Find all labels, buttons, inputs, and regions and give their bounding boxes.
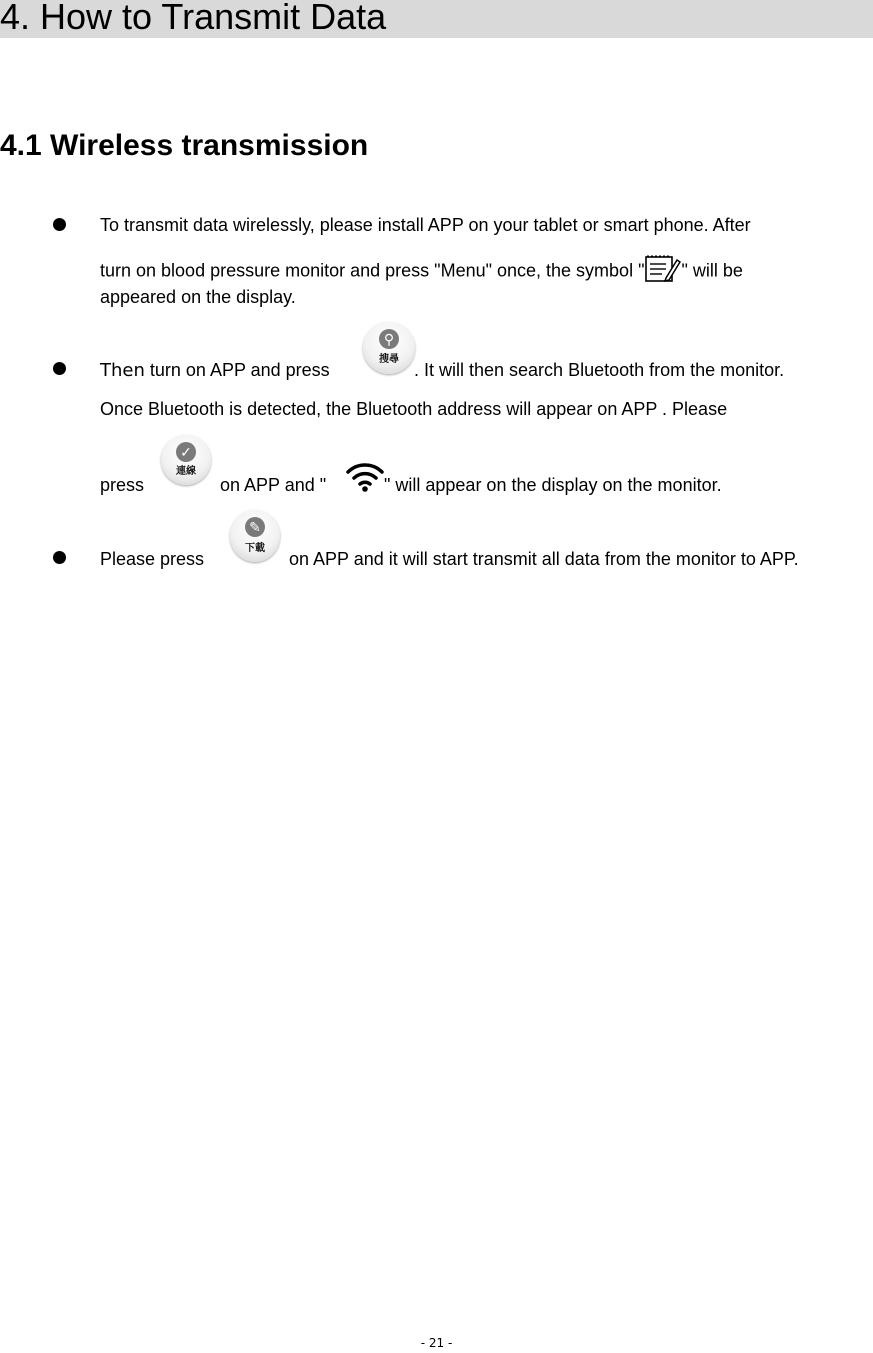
page-number: - 21 - — [420, 1336, 453, 1350]
bullet-2-line-1-end: . It will then search Bluetooth from the monitor. — [414, 360, 785, 380]
bullet-3-line-end: on APP and it will start transmit all data from the monitor to APP. — [289, 549, 799, 569]
bullet-2-line-3-middle: on APP and " — [220, 475, 327, 495]
search-button-caption: 搜尋 — [379, 354, 399, 365]
search-app-button — [363, 322, 415, 374]
bullet-dot — [53, 218, 66, 231]
bullet-2-line-3-start: press — [100, 475, 145, 495]
memo-icon — [644, 254, 681, 289]
bullet-1-line-1: To transmit data wirelessly, please install APP on your tablet or smart phone. After — [100, 215, 751, 235]
download-app-button — [230, 510, 280, 562]
download-edit-icon: ✎ — [245, 517, 265, 537]
bullet-dot — [53, 362, 66, 375]
bullet-2-line-3-end: " will appear on the display on the monitor. — [384, 475, 722, 495]
bullet-2-line-1: Then turn on APP and press — [100, 360, 330, 381]
connect-button-caption: 連線 — [176, 466, 196, 477]
wifi-signal-icon — [345, 460, 385, 492]
bullet-1-line-3: appeared on the display. — [100, 287, 296, 307]
search-icon: ⚲ — [379, 329, 399, 349]
bullet-dot — [53, 551, 66, 564]
subsection-title: 4.1 Wireless transmission — [0, 129, 369, 162]
bullet-1-line-2: turn on blood pressure monitor and press "Menu" once, the symbol " " will be — [100, 254, 743, 289]
bullet-3-line-start: Please press — [100, 549, 205, 569]
download-button-caption: 下載 — [245, 543, 265, 554]
check-icon: ✓ — [176, 442, 196, 462]
section-title: 4. How to Transmit Data — [0, 0, 387, 37]
bullet-2-line-2: Once Bluetooth is detected, the Bluetooth address will appear on APP . Please — [100, 399, 728, 419]
connect-app-button — [161, 435, 211, 485]
